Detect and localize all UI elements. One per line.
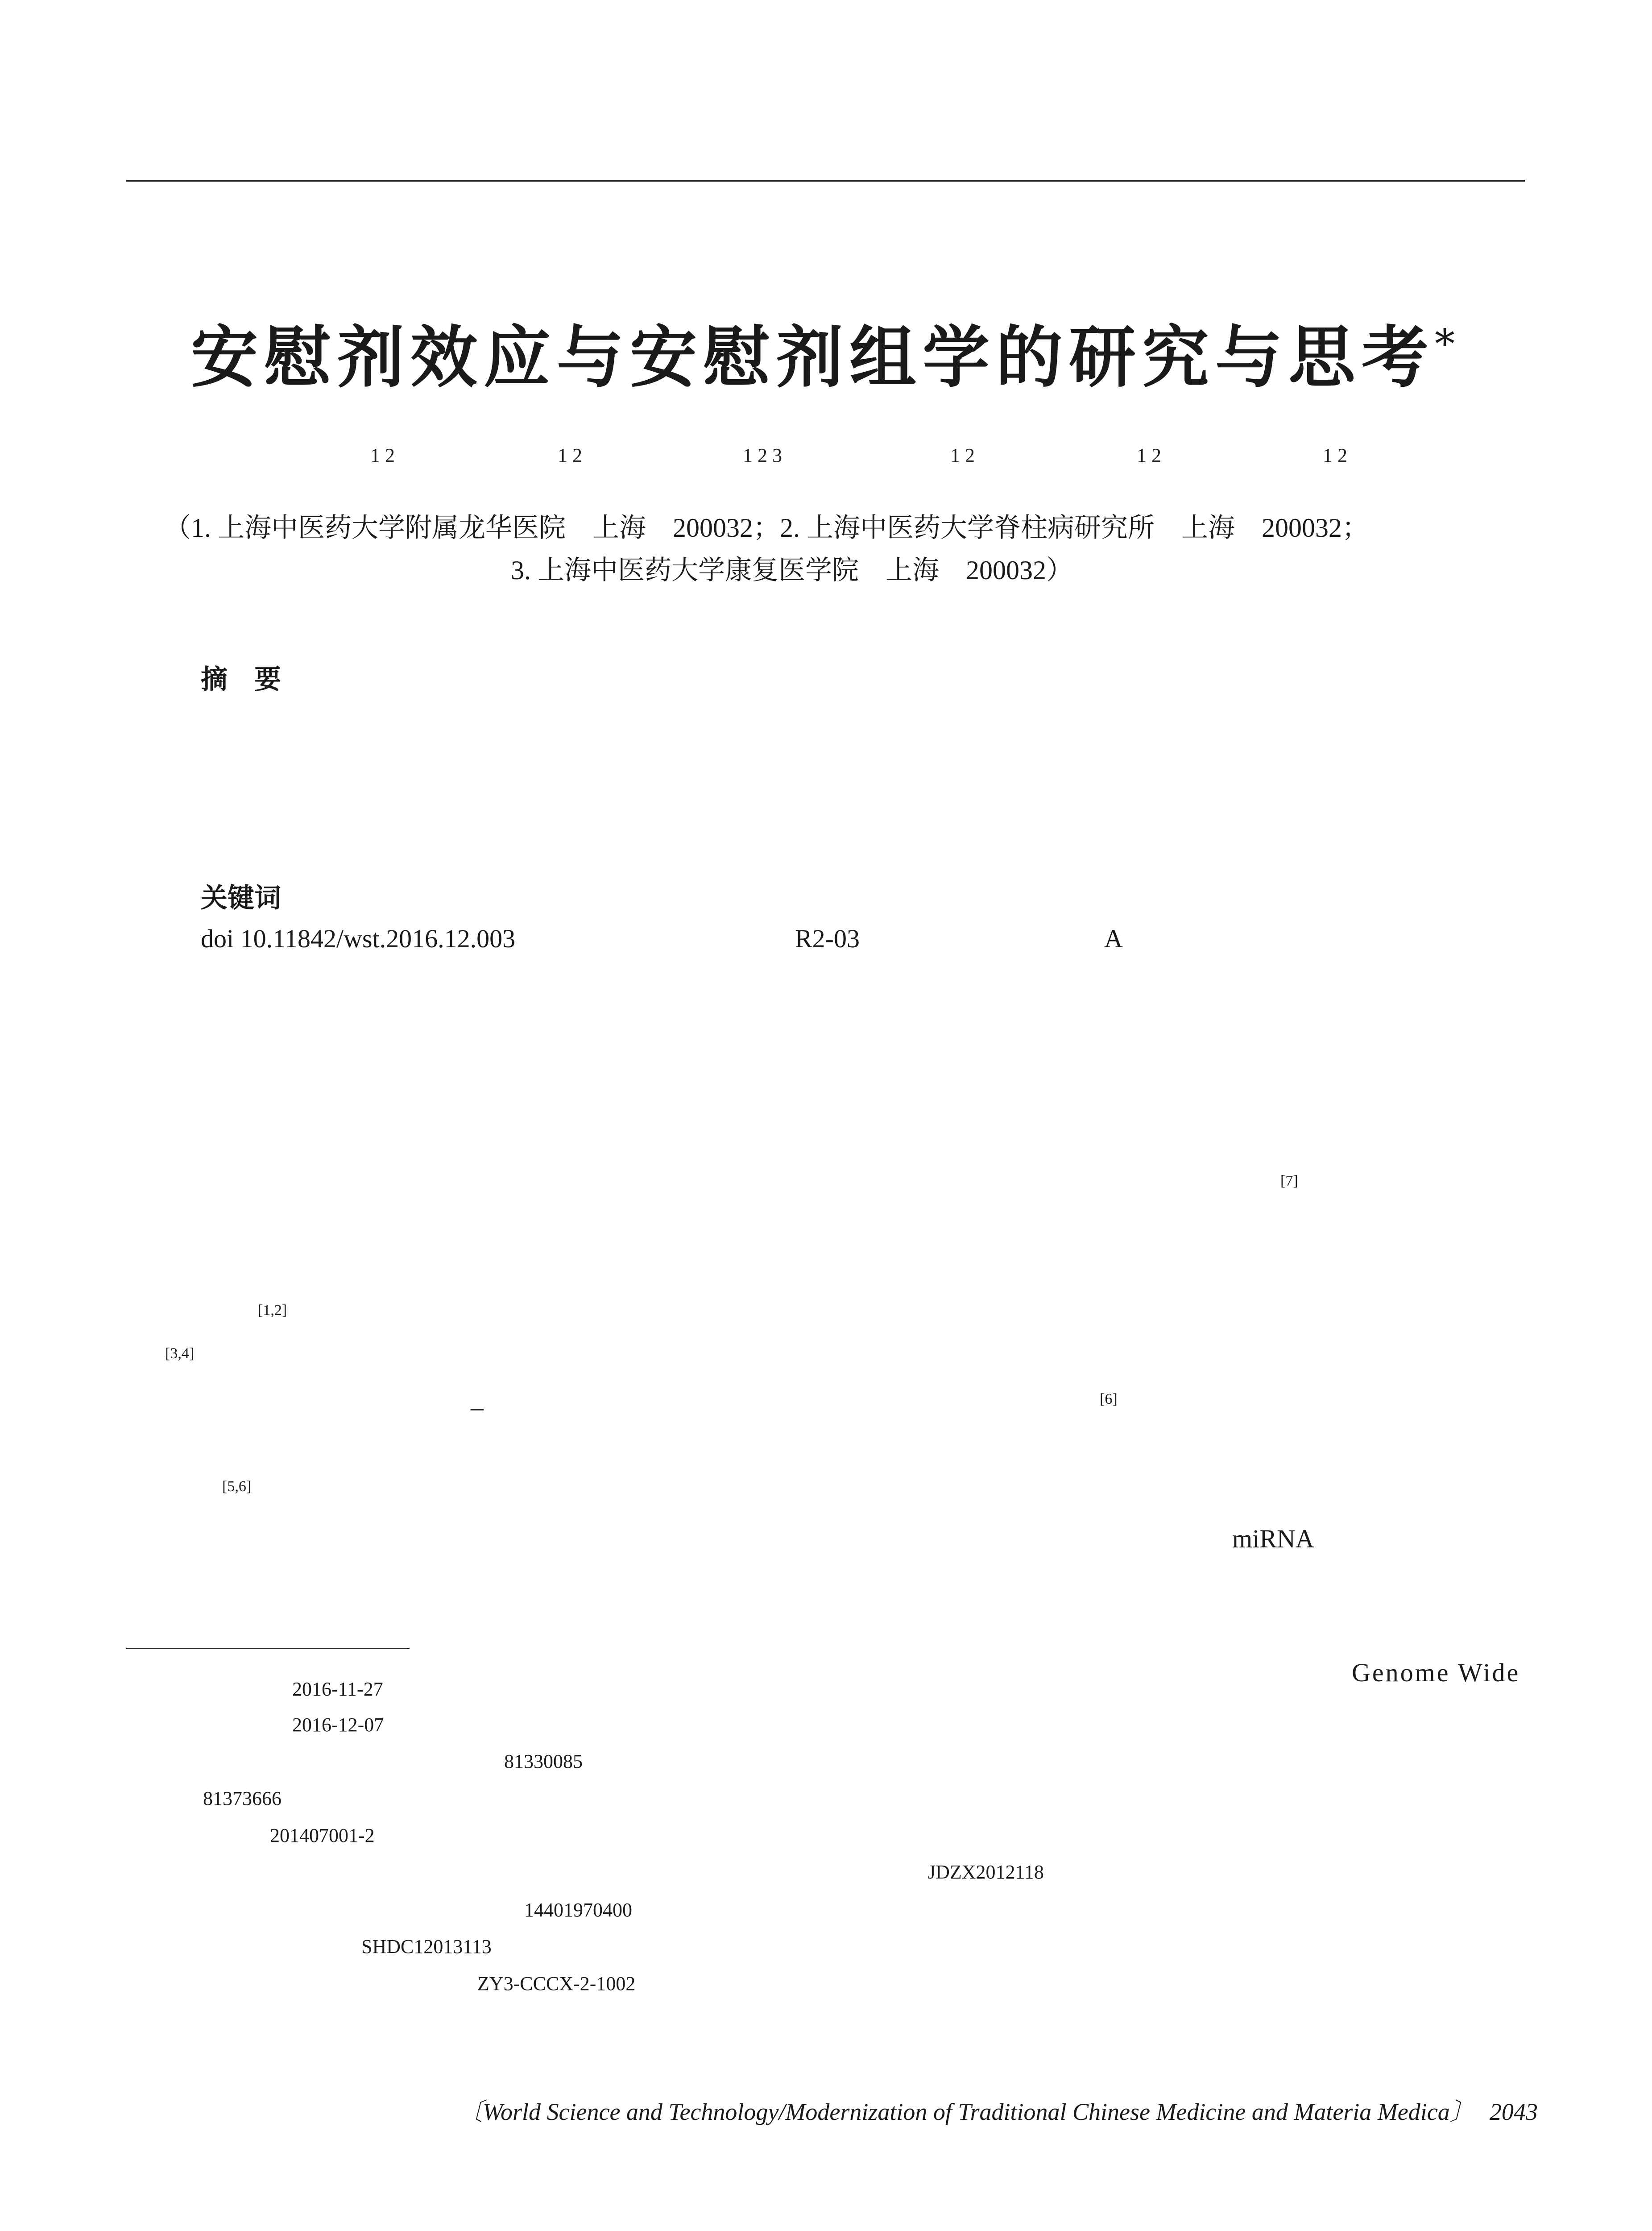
page-number: 2043 bbox=[1489, 2098, 1538, 2125]
genome-wide-term: Genome Wide bbox=[1352, 1658, 1520, 1687]
footnote-grant-number: 81330085 bbox=[504, 1750, 583, 1772]
abstract-label: 摘 要 bbox=[201, 664, 281, 695]
page-title bbox=[0, 303, 1652, 400]
mirna-term: miRNA bbox=[1232, 1524, 1314, 1553]
citation-ref: [7] bbox=[1280, 1173, 1298, 1189]
title-text: 安慰剂效应与安慰剂组学的研究与思考 bbox=[190, 318, 1435, 397]
author-affil-sup-5: 1 2 bbox=[1137, 444, 1161, 466]
citation-ref: [5,6] bbox=[222, 1478, 252, 1495]
author-affil-sup-4: 1 2 bbox=[950, 444, 975, 466]
footnote-received-date: 2016-11-27 bbox=[292, 1678, 383, 1700]
footnote-revised-date: 2016-12-07 bbox=[292, 1714, 384, 1736]
footnote-grant-number: 81373666 bbox=[203, 1787, 282, 1809]
footnote-grant-number: SHDC12013113 bbox=[361, 1936, 492, 1957]
doi: doi 10.11842/wst.2016.12.003 bbox=[201, 924, 516, 953]
dash-mark: – bbox=[471, 1393, 484, 1422]
footnote-grant-number: JDZX2012118 bbox=[928, 1861, 1044, 1883]
author-affil-sup-3: 1 2 3 bbox=[743, 444, 782, 466]
footnote-rule bbox=[126, 1648, 410, 1649]
document-code: A bbox=[1104, 924, 1123, 953]
author-affil-sup-2: 1 2 bbox=[558, 444, 582, 466]
author-affil-sup-6: 1 2 bbox=[1323, 444, 1347, 466]
author-affil-sup-1: 1 2 bbox=[370, 444, 395, 466]
journal-name: 〔World Science and Technology/Modernization of Traditional Chinese Medicine and Materia Medica〕 bbox=[459, 2098, 1474, 2125]
citation-ref: [6] bbox=[1100, 1391, 1118, 1407]
footnote-grant-number: ZY3-CCCX-2-1002 bbox=[477, 1973, 636, 1995]
clc-number: R2-03 bbox=[795, 924, 860, 953]
journal-footer bbox=[459, 2093, 1538, 2127]
affiliation-line-1: （1. 上海中医药大学附属龙华医院 上海 200032；2. 上海中医药大学脊柱病研究所 上海 200032； bbox=[164, 513, 1369, 543]
title-footnote-mark: * bbox=[1435, 321, 1461, 368]
footnote-grant-number: 201407001-2 bbox=[270, 1825, 375, 1846]
keywords-label: 关键词 bbox=[201, 883, 281, 914]
citation-ref: [3,4] bbox=[165, 1345, 195, 1362]
footnote-grant-number: 14401970400 bbox=[524, 1899, 632, 1921]
affiliation-line-2: 3. 上海中医药大学康复医学院 上海 200032） bbox=[511, 556, 1073, 585]
header-rule bbox=[126, 180, 1525, 182]
citation-ref: [1,2] bbox=[258, 1302, 287, 1319]
